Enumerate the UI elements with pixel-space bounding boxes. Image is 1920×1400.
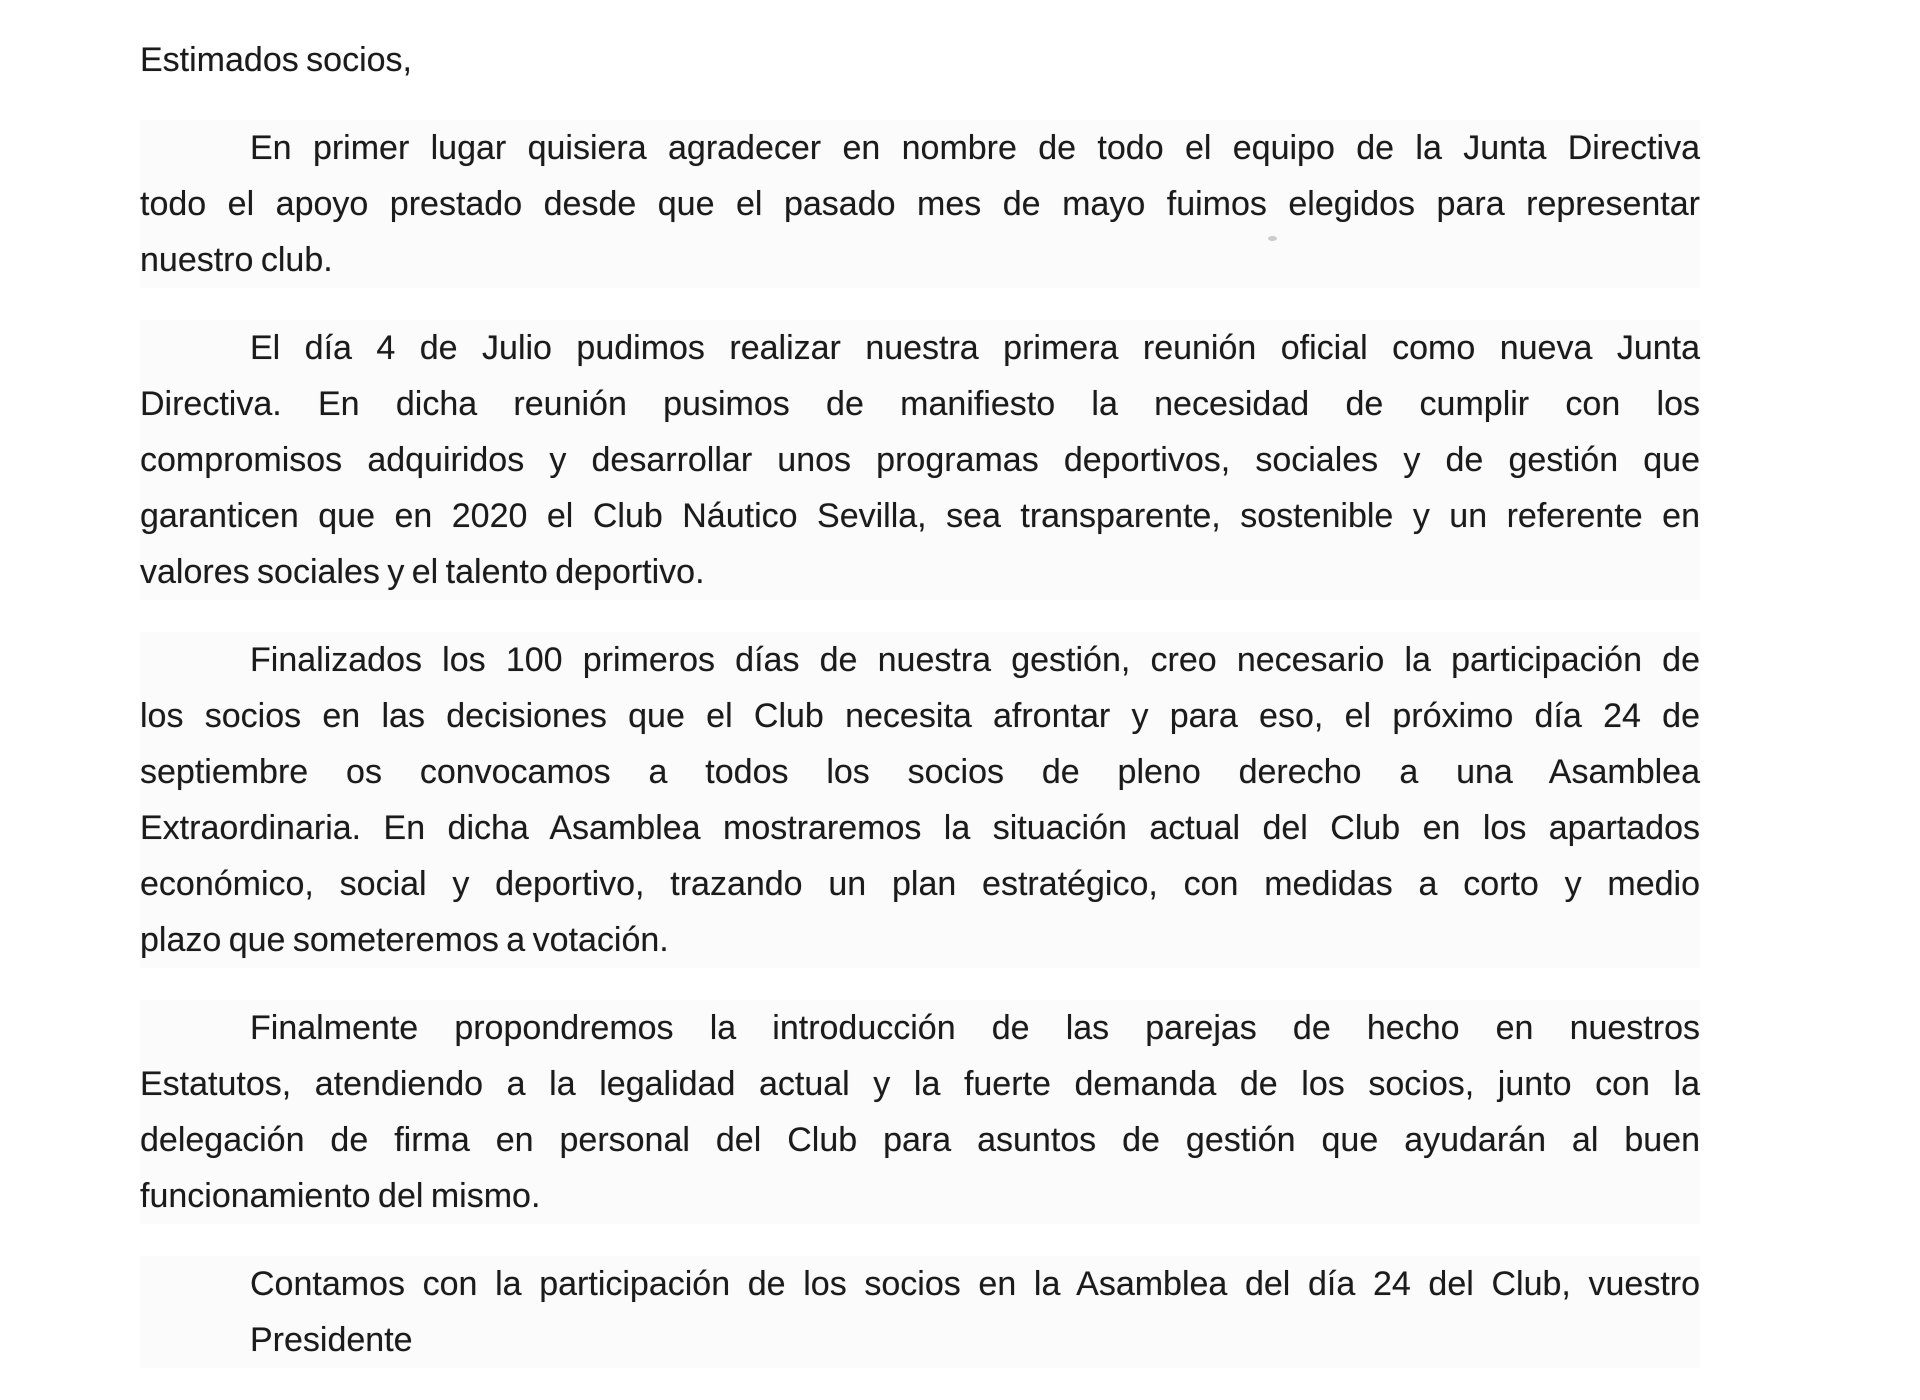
text-line: En primer lugar quisiera agradecer en nombre de todo el equipo de la Junta Directiva bbox=[250, 129, 1700, 167]
text-line: Directiva. En dicha reunión pusimos de manifiesto la necesidad de cumplir con los bbox=[140, 385, 1700, 423]
paragraphs bbox=[140, 120, 1700, 1368]
text-line: Finalmente propondremos la introducción de las parejas de hecho en nuestros bbox=[250, 1009, 1700, 1047]
text-line: nuestro club. bbox=[140, 241, 333, 279]
text-line: El día 4 de Julio pudimos realizar nuestra primera reunión oficial como nueva Junta bbox=[250, 329, 1700, 367]
text-line: Extraordinaria. En dicha Asamblea mostraremos la situación actual del Club en los apartados bbox=[140, 809, 1700, 847]
text-line: funcionamiento del mismo. bbox=[140, 1177, 541, 1215]
text-line: los socios en las decisiones que el Club necesita afrontar y para eso, el próximo día 24 de bbox=[140, 697, 1700, 735]
paragraph bbox=[140, 1000, 1700, 1224]
text-line: económico, social y deportivo, trazando un plan estratégico, con medidas a corto y medio bbox=[140, 865, 1700, 903]
letter-body bbox=[140, 32, 1700, 1400]
text-line: compromisos adquiridos y desarrollar unos programas deportivos, sociales y de gestión que bbox=[140, 441, 1700, 479]
scan-artifact-speck bbox=[1268, 236, 1277, 241]
text-line: todo el apoyo prestado desde que el pasado mes de mayo fuimos elegidos para representar bbox=[140, 185, 1700, 223]
text-line: Finalizados los 100 primeros días de nuestra gestión, creo necesario la participación de bbox=[250, 641, 1700, 679]
paragraph bbox=[140, 1256, 1700, 1368]
text-line: plazo que someteremos a votación. bbox=[140, 921, 669, 959]
text-line: delegación de firma en personal del Club para asuntos de gestión que ayudarán al buen bbox=[140, 1121, 1700, 1159]
salutation-line: Estimados socios, bbox=[140, 41, 412, 79]
text-line: Estatutos, atendiendo a la legalidad actual y la fuerte demanda de los socios, junto con la bbox=[140, 1065, 1700, 1103]
text-line: garanticen que en 2020 el Club Náutico Sevilla, sea transparente, sostenible y un referente en bbox=[140, 497, 1700, 535]
paragraph bbox=[140, 120, 1700, 288]
paragraph bbox=[140, 320, 1700, 600]
text-line: septiembre os convocamos a todos los socios de pleno derecho a una Asamblea bbox=[140, 753, 1700, 791]
text-line: valores sociales y el talento deportivo. bbox=[140, 553, 705, 591]
paragraph bbox=[140, 632, 1700, 968]
text-line: Contamos con la participación de los socios en la Asamblea del día 24 del Club, vuestro Presidente bbox=[250, 1265, 1700, 1359]
